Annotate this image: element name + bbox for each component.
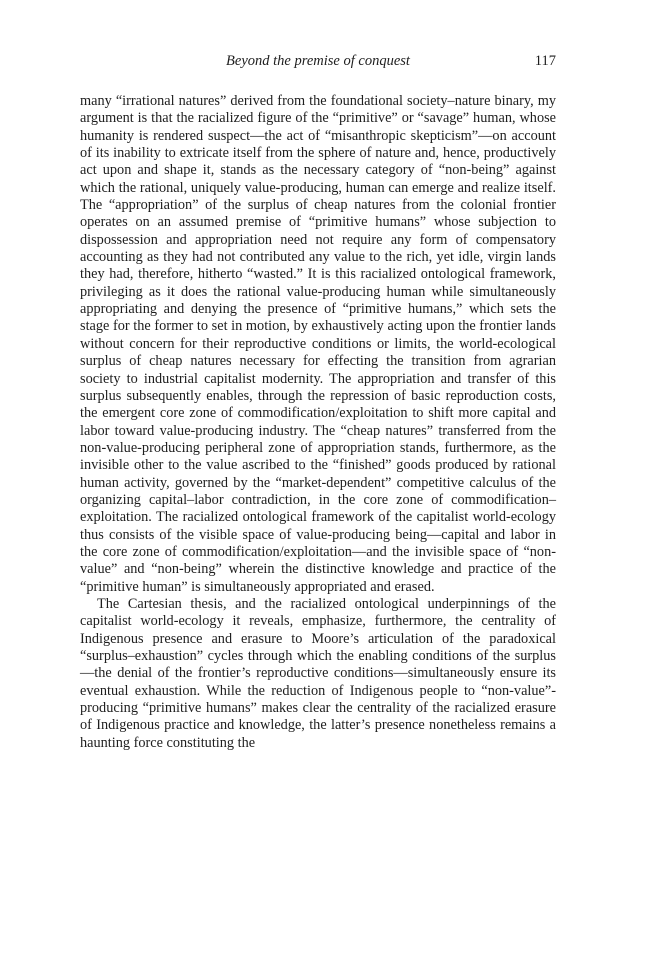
running-header [80,53,556,73]
paragraph-cartesian-thesis: The Cartesian thesis, and the racialized ontological underpinnings of the capitalist world-ecology it reveals, emphasize, furthermore, the centrality of Indigenous presence and erasure to Moore’s articulation of the paradoxical “surplus–exhaustion” cycles through which the enabling conditions of the surplus—the denial of the frontier’s reproductive conditions—simultaneously ensure its eventual exhaustion. While the reduction of Indigenous people to “non-value”-producing “primitive humans” makes clear the centrality of the racialized erasure of Indigenous practice and knowledge, the latter’s presence nonetheless remains a haunting force constituting the [80,595,556,751]
paragraph-continued: many “irrational natures” derived from the foundational society–nature binary, my argument is that the racialized figure of the “primitive” or “savage” human, whose humanity is rendered suspect—the act of “misanthropic skepticism”—on account of its inability to extricate itself from the sphere of nature and, hence, productively act upon and shape it, stands as the necessary category of “non-being” against which the rational, uniquely value-producing, human can emerge and realize itself. The “appropriation” of the surplus of cheap natures from the colonial frontier operates on an assumed premise of “primitive humans” whose subjection to dispossession and appropriation need not require any form of compensatory accounting as they had not contributed any value to the rich, yet idle, virgin lands they had, therefore, hitherto “wasted.” It is this racialized ontological framework, privileging as it does the rational value-producing human while simultaneously appropriating and denying the presence of “primitive humans,” which sets the stage for the former to set in motion, by exhaustively acting upon the frontier lands without concern for their reproductive conditions or limits, the world-ecological surplus of cheap natures necessary for effecting the transition from agrarian society to industrial capitalist modernity. The appropriation and transfer of this surplus subsequently enables, through the repression of basic reproduction costs, the emergent core zone of commodification/exploitation to shift more capital and labor toward value-producing industry. The “cheap natures” transferred from the non-value-producing peripheral zone of appropriation stands, furthermore, as the invisible other to the value ascribed to the “finished” goods produced by rational human activity, governed by the “market-dependent” competitive calculus of the organizing capital–labor contradiction, in the core zone of commodification–exploitation. The racialized ontological framework of the capitalist world-ecology thus consists of the visible space of value-producing being—capital and labor in the core zone of commodification/exploitation—and the invisible space of “non-value” and “non-being” wherein the distinctive knowledge and practice of the “primitive human” is simultaneously appropriated and erased. [80,93,556,595]
running-title: Beyond the premise of conquest [226,53,410,69]
body-text [80,93,556,752]
page-number: 117 [534,53,556,69]
